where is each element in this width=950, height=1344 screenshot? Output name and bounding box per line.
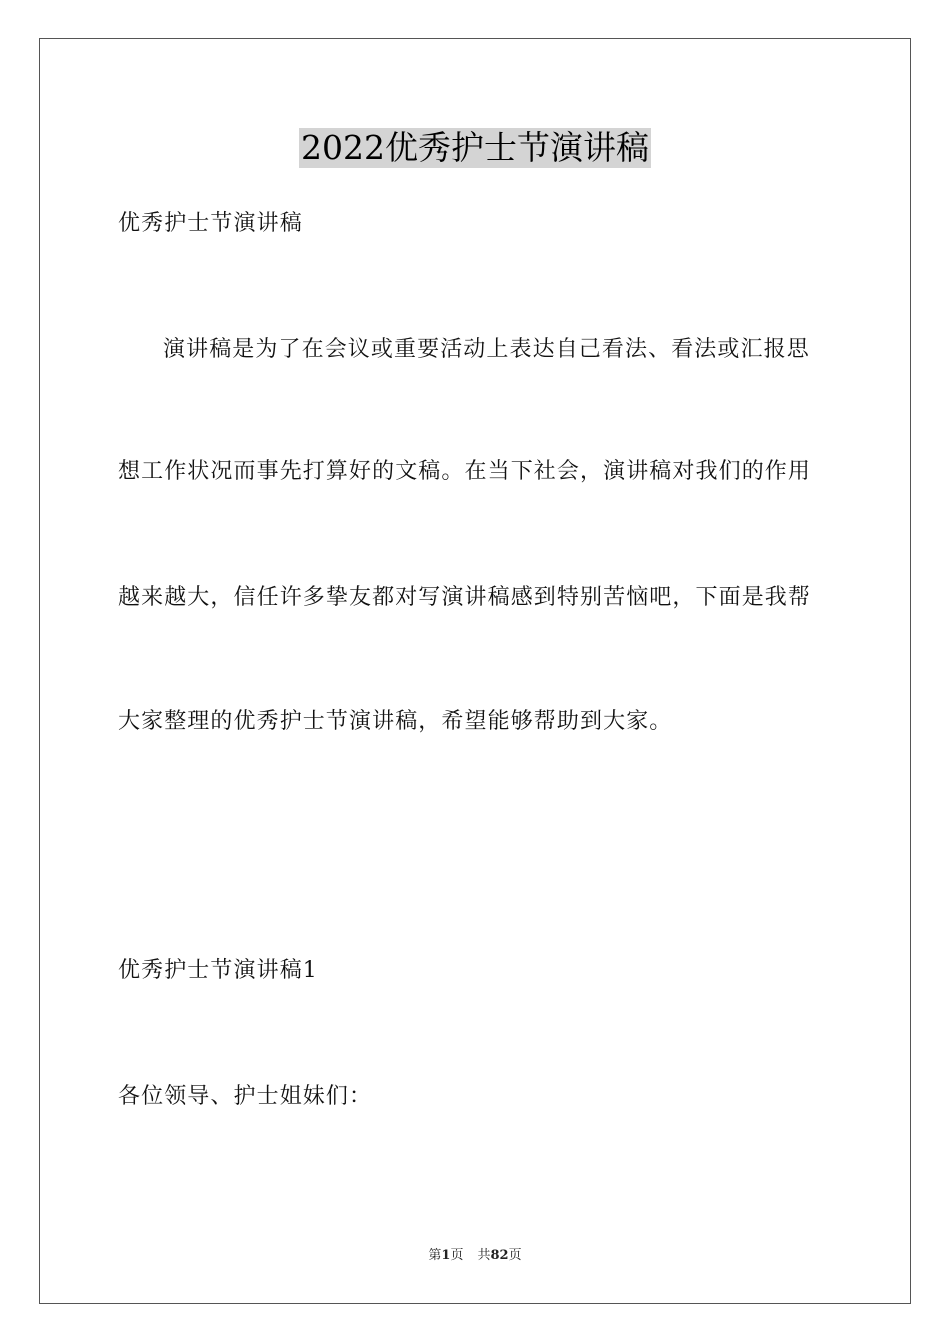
intro-line-3: 越来越大，信任许多挚友都对写演讲稿感到特别苦恼吧，下面是我帮 — [118, 585, 812, 610]
section-heading: 优秀护士节演讲稿1 — [118, 958, 318, 983]
intro-line-2: 想工作状况而事先打算好的文稿。在当下社会，演讲稿对我们的作用 — [118, 459, 812, 484]
page-footer — [0, 1247, 950, 1265]
page-number: 1 — [441, 1248, 451, 1263]
document-title: 2022优秀护士节演讲稿 — [301, 128, 649, 167]
total-prefix: 共 — [477, 1248, 491, 1263]
page-suffix: 页 — [450, 1248, 464, 1263]
salutation: 各位领导、护士姐妹们： — [118, 1084, 373, 1109]
intro-line-4: 大家整理的优秀护士节演讲稿，希望能够帮助到大家。 — [118, 709, 673, 734]
total-suffix: 页 — [508, 1248, 522, 1263]
intro-line-1: 演讲稿是为了在会议或重要活动上表达自己看法、看法或汇报思 — [163, 337, 810, 362]
title-container — [0, 128, 950, 168]
total-pages: 82 — [490, 1248, 509, 1263]
page-prefix: 第 — [428, 1248, 442, 1263]
document-subtitle: 优秀护士节演讲稿 — [118, 211, 303, 236]
